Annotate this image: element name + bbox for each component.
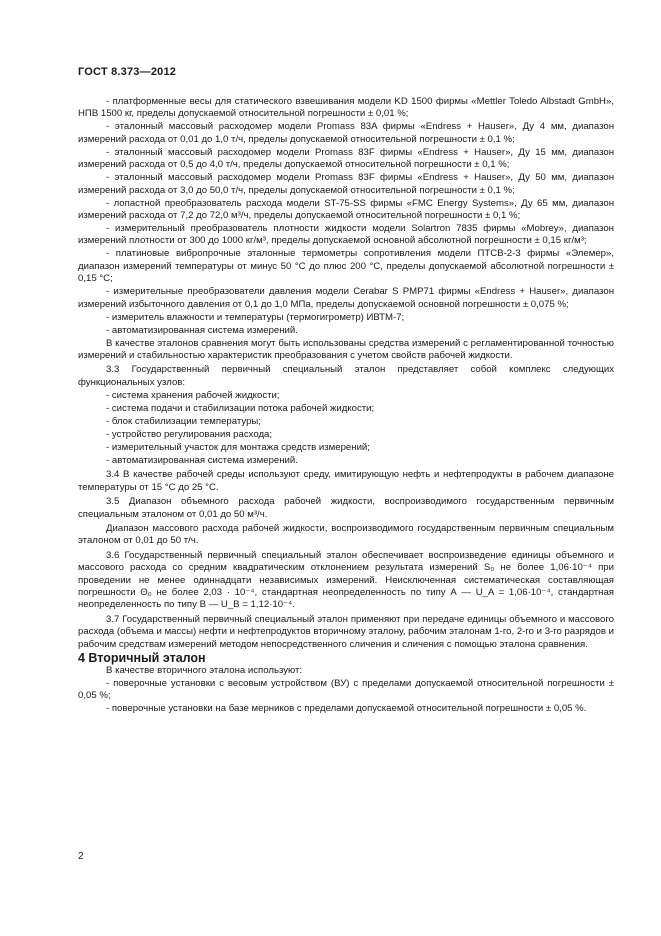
paragraph: В качестве эталонов сравнения могут быть использованы средства измерений с регламентированной точностью измерений и стабильностью характеристик преобразования с учетом свойств рабочей жидкости. [78,337,614,362]
paragraph: - автоматизированная система измерений. [106,324,298,336]
paragraph: - платиновые вибропрочные эталонные термометры сопротивления модели ПТСВ-2-3 фирмы «Элемер», диапазон измерений температуры от минус 50 °С до плюс 200 °С, пределы допускаемой абсолютной погрешности ± 0,15 °С; [78,248,614,285]
page-number: 2 [78,851,84,862]
paragraph: - поверочные установки на базе мерников с пределами допускаемой относительной погрешности ± 0,05 %. [106,702,587,714]
paragraph: - измеритель влажности и температуры (термогигрометр) ИВТМ-7; [106,311,405,323]
paragraph: - измерительные преобразователи давления модели Cerabar S PMP71 фирмы «Endress + Hauser», диапазон измерений избыточного давления от 0,1 до 1,0 МПа, пределы допускаемой основной погрешности ± 0,075 %; [78,286,614,310]
paragraph: - платформенные весы для статического взвешивания модели KD 1500 фирмы «Mettler Toledo Albstadt GmbH», НПВ 1500 кг, пределы допускаемой относительной погрешности ± 0,01 %; [78,96,614,120]
paragraph: - устройство регулирования расхода; [106,428,273,440]
paragraph: - лопастной преобразователь расхода модели ST-75-SS фирмы «FMC Energy Systems», Ду 65 мм, диапазон измерений расхода от 7,2 до 72,0 м³/ч, пределы допускаемой относительной погрешности ± 0,1 %; [78,197,614,222]
paragraph: 3.5 Диапазон объемного расхода рабочей жидкости, воспроизводимого государственным первичным специальным эталоном от 0,01 до 50 м³/ч. [78,496,614,520]
paragraph: 3.7 Государственный первичный специальный эталон применяют при передаче единицы объемного и массового расхода (объема и массы) нефти и нефтепродуктов вторичному эталону, рабочим эталонам 1-го, 2-го и 3-го разрядов и рабочим средствам измерений методом непосредственного сличения и сличения с помощью эталона сравнения. [78,613,614,650]
paragraph: - система хранения рабочей жидкости; [106,389,280,401]
paragraph: - эталонный массовый расходомер модели Promass 83F фирмы «Endress + Hauser», Ду 15 мм, диапазон измерений расхода от 0,5 до 4,0 т/ч, пределы допускаемой относительной погрешности ± 0,1 %; [78,146,614,171]
paragraph: - эталонный массовый расходомер модели Promass 83F фирмы «Endress + Hauser», Ду 50 мм, диапазон измерений расхода от 3,0 до 50,0 т/ч, пределы допускаемой относительной погрешности ± 0,1 %; [78,172,614,196]
paragraph: 3.6 Государственный первичный специальный эталон обеспечивает воспроизведение единицы объемного и массового расхода со средним квадратическим отклонением результата измерений S₀ не более 1,06·10⁻⁴ при проведении не менее одиннадцати независимых измерений. Неисключенная систематическая составляющая погрешности Θ₀ не более 2,03 · 10⁻⁴, стандартная неопределенность по типу А — U_A = 1,06·10⁻⁴, стандартная неопределенность по типу В — U_B = 1,12·10⁻⁴. [78,549,614,611]
document-header: ГОСТ 8.373—2012 [78,66,177,78]
paragraph: - поверочные установки с весовым устройством (ВУ) с пределами допускаемой относительной погрешности ± 0,05 %; [78,677,614,701]
paragraph: - измерительный участок для монтажа средств измерений; [106,441,370,453]
paragraph: Диапазон массового расхода рабочей жидкости, воспроизводимого государственным первичным специальным эталоном от 0,01 до 50 т/ч. [78,522,614,547]
section-heading: 4 Вторичный эталон [78,650,206,665]
paragraph: - система подачи и стабилизации потока рабочей жидкости; [106,402,375,414]
paragraph: - измерительный преобразователь плотности жидкости модели Solartron 7835 фирмы «Mobrey», диапазон измерений плотности от 300 до 1000 кг/м³, пределы допускаемой основной абсолютной погрешности ± 0,15 кг/м³; [78,223,614,247]
document-body [78,96,614,716]
paragraph: 3.4 В качестве рабочей среды используют среду, имитирующую нефть и нефтепродукты в рабочем диапазоне температуры от 15 °С до 25 °С. [78,469,614,493]
paragraph: - автоматизированная система измерений. [106,454,298,466]
paragraph: 3.3 Государственный первичный специальный эталон представляет собой комплекс следующих функциональных узлов: [78,364,614,388]
paragraph: - блок стабилизации температуры; [106,415,261,427]
paragraph: - эталонный массовый расходомер модели Promass 83A фирмы «Endress + Hauser», Ду 4 мм, диапазон измерений расхода от 0,01 до 1,0 т/ч, пределы допускаемой относительной погрешности ± 0,1 %; [78,121,614,145]
paragraph: В качестве вторичного эталона используют: [106,664,303,676]
